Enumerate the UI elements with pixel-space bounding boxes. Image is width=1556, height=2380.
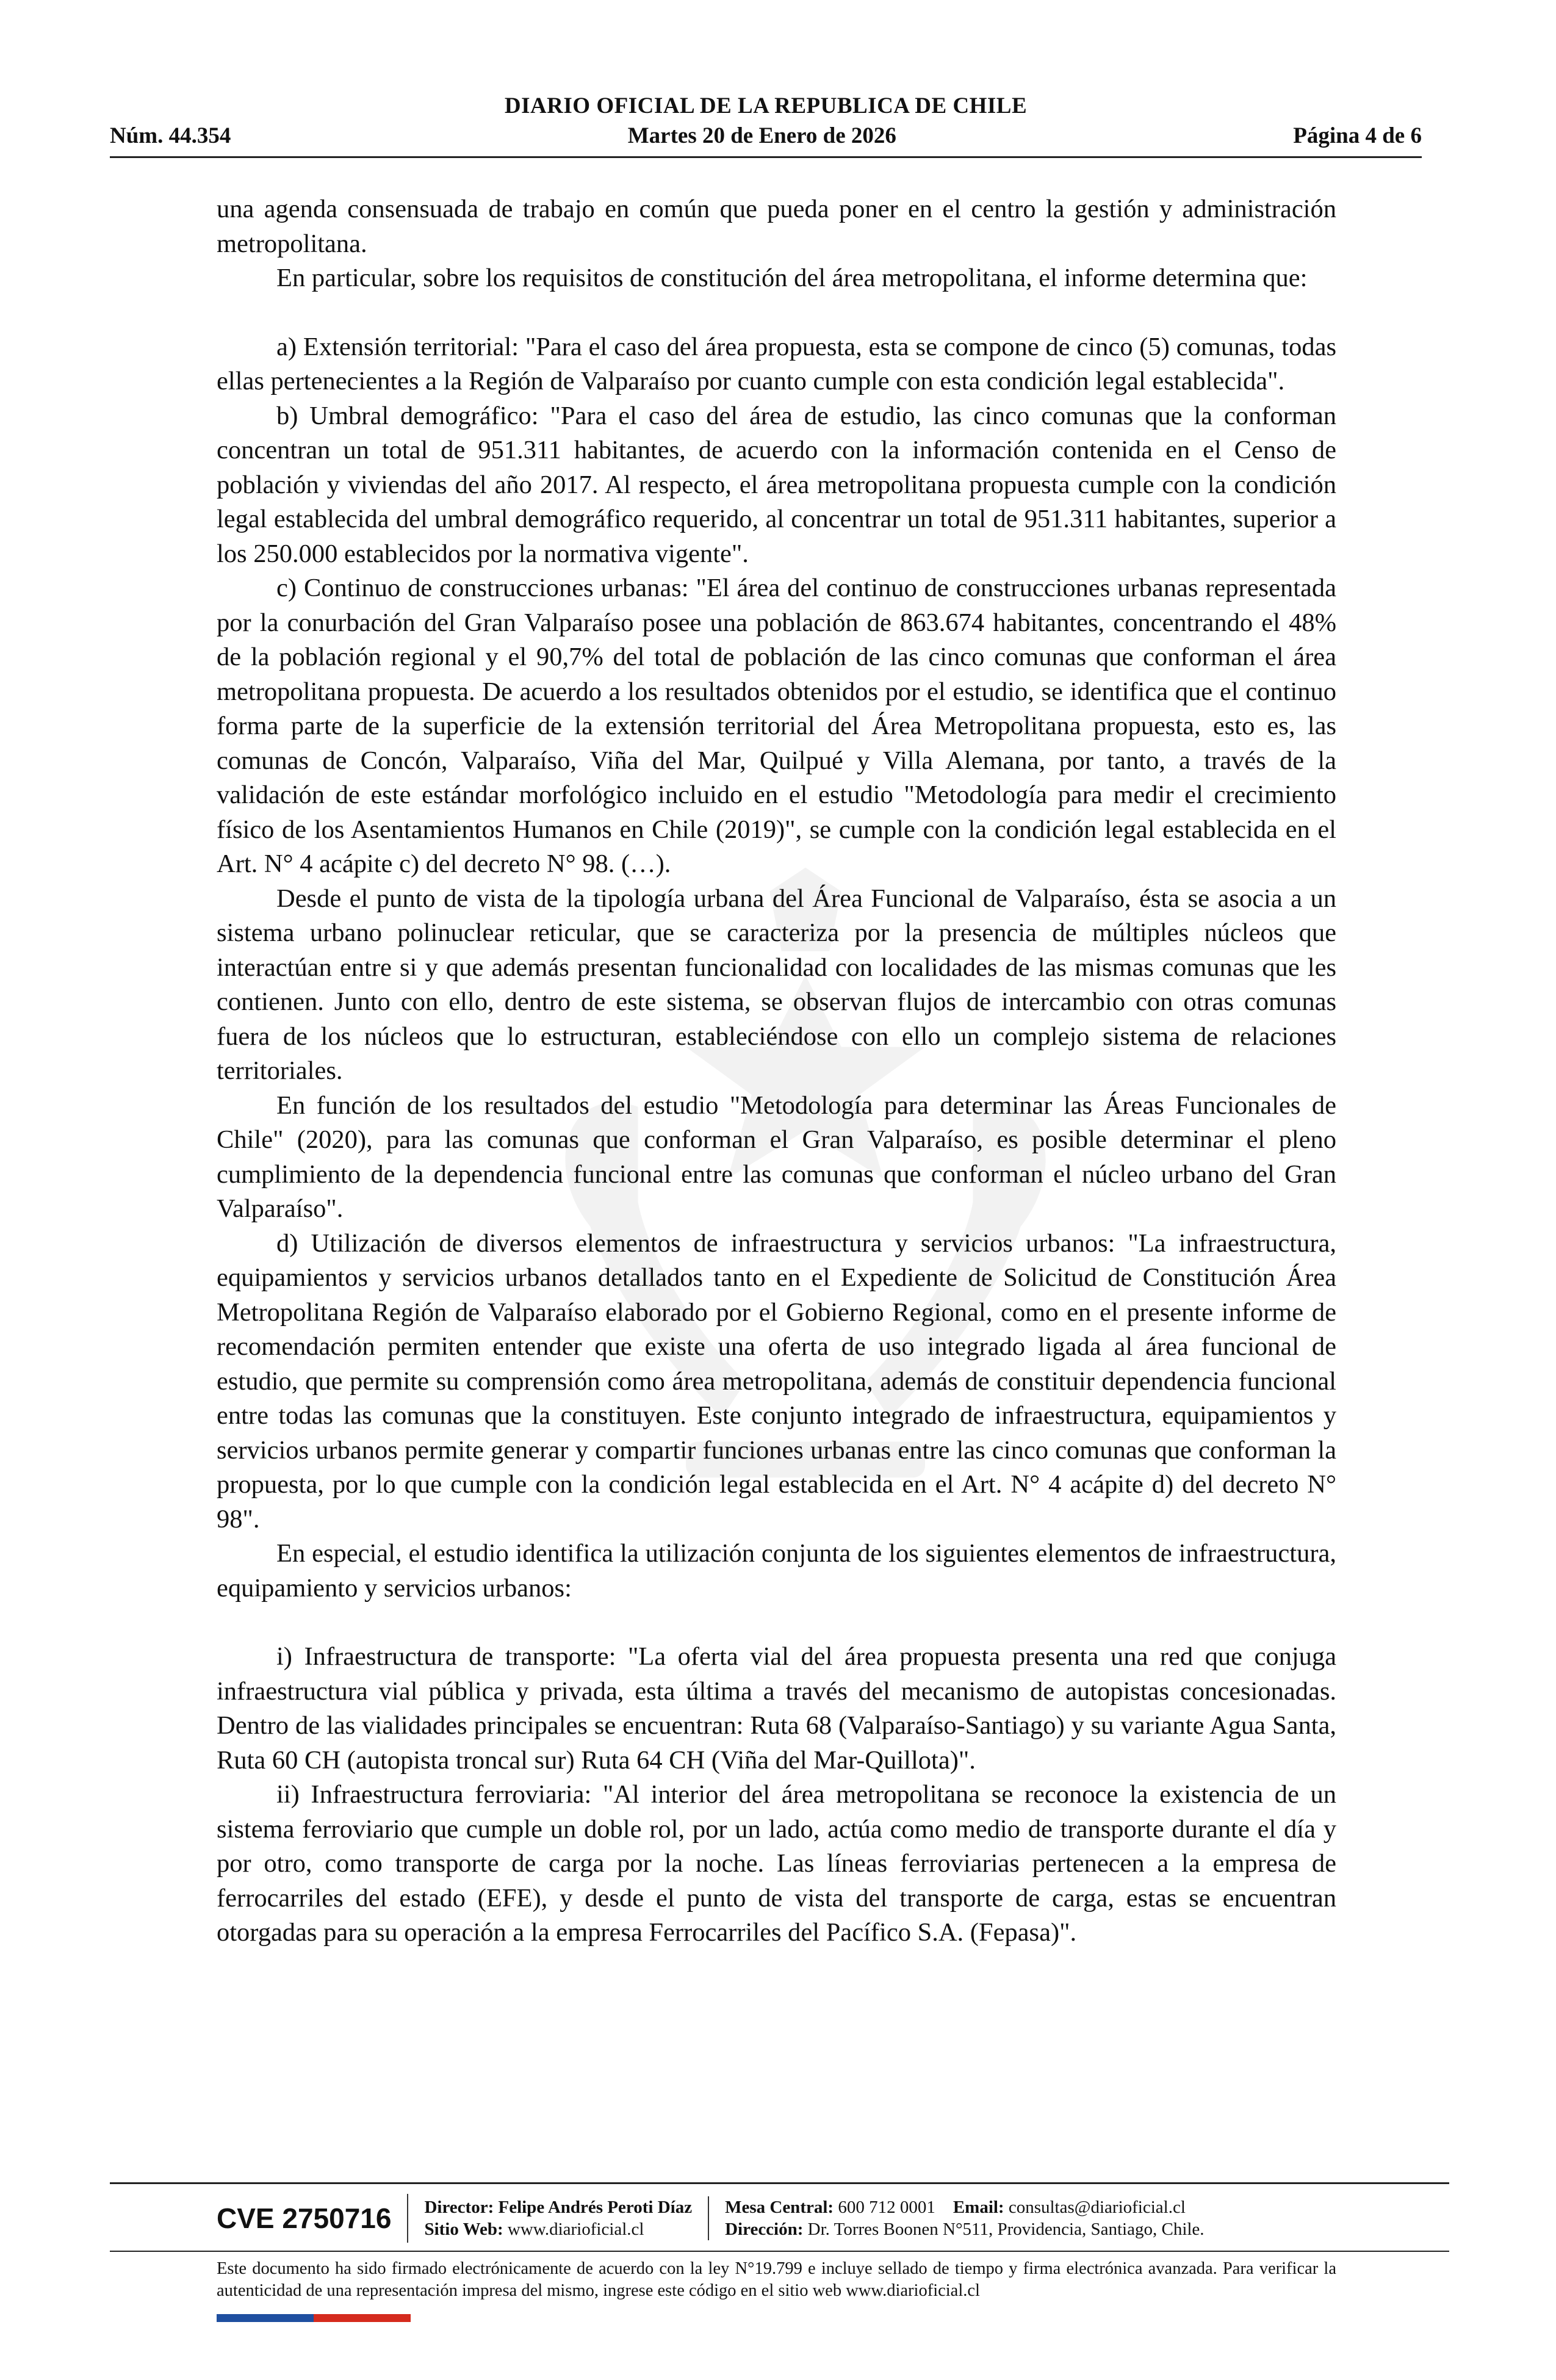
page-header <box>110 93 1422 149</box>
paragraph: a) Extensión territorial: "Para el caso del área propuesta, esta se compone de cinco (5) comunas, todas ellas pertenecientes a la Región de Valparaíso por cuanto cumple con esta condición legal establecida". <box>217 332 1336 395</box>
paragraph: En especial, el estudio identifica la utilización conjunta de los siguientes elementos de infraestructura, equipamiento y servicios urbanos: <box>217 1539 1336 1603</box>
paragraph: c) Continuo de construcciones urbanas: "El área del continuo de construcciones urbanas representada por la conurbación del Gran Valparaíso posee una población de 863.674 habitantes, concentrando el 48% de la población regional y el 90,7% del total de población de las cinco comunas que conforman el área metropolitana propuesta. De acuerdo a los resultados obtenidos por el estudio, se identifica que el continuo forma parte de la superficie de la extensión territorial del Área Metropolitana propuesta, esto es, las comunas de Concón, Valparaíso, Viña del Mar, Quilpué y Villa Alemana, por tanto, a través de la validación de este estándar morfológico incluido en el estudio "Metodología para medir el crecimiento físico de los Asentamientos Humanos en Chile (2019)", se cumple con la condición legal establecida en el Art. N° 4 acápite c) del decreto N° 98. (…). <box>217 574 1336 878</box>
paragraph: En función de los resultados del estudio "Metodología para determinar las Áreas Funcionales de Chile" (2020), para las comunas que conforman el Gran Valparaíso, es posible determinar el pleno cumplimiento de la dependencia funcional entre las comunas que conforman el núcleo urbano del Gran Valparaíso". <box>217 1091 1336 1223</box>
flag-blue-segment <box>217 2314 314 2322</box>
email-link[interactable]: consultas@diarioficial.cl <box>1008 2198 1186 2217</box>
header-meta-row <box>110 123 1422 149</box>
email-label: Email: <box>953 2198 1004 2217</box>
website-link[interactable]: www.diarioficial.cl <box>507 2220 644 2239</box>
issue-date: Martes 20 de Enero de 2026 <box>627 123 896 148</box>
legal-note: Este documento ha sido firmado electrónicamente de acuerdo con la ley N°19.799 e incluye sellado de tiempo y firma electrónica avanzada. Para verificar la autenticidad de una representación impresa del mismo, ingrese este código en el sitio web www.diarioficial.cl <box>217 2259 1336 2300</box>
paragraph: ii) Infraestructura ferroviaria: "Al interior del área metropolitana se reconoce la existencia de un sistema ferroviario que cumple un doble rol, por un lado, actúa como medio de transporte durante el día y por otro, como transporte de carga por la noche. Las líneas ferroviarias pertenecen a la empresa de ferrocarriles del estado (EFE), y desde el punto de vista del transporte de carga, estas se encuentran otorgadas para su operación a la empresa Ferrocarriles del Pacífico S.A. (Fepasa)". <box>217 1780 1336 1947</box>
page-number: Página 4 de 6 <box>1293 123 1422 148</box>
address-label: Dirección: <box>725 2220 804 2239</box>
issue-number: Núm. 44.354 <box>110 123 231 148</box>
paragraph: b) Umbral demográfico: "Para el caso del área de estudio, las cinco comunas que la conforman concentran un total de 951.311 habitantes, de acuerdo con la información contenida en el Censo de población y viviendas del año 2017. Al respecto, el área metropolitana propuesta cumple con la condición legal establecida del umbral demográfico requerido, al concentrar un total de 951.311 habitantes, superior a los 250.000 establecidos por la normativa vigente". <box>217 401 1336 568</box>
cve-code: CVE 2750716 <box>217 2194 408 2243</box>
header-divider <box>110 156 1422 158</box>
phone-number: 600 712 0001 <box>838 2198 935 2217</box>
footer-top-divider <box>110 2182 1449 2184</box>
paragraph: d) Utilización de diversos elementos de infraestructura y servicios urbanos: "La infraestructura, equipamientos y servicios urbanos detallados tanto en el Expediente de Solicitud de Constitución Área Metropolitana Región de Valparaíso elaborado por el Gobierno Regional, como en el presente informe de recomendación permiten entender que existe una oferta de uso integrado ligada al área funcional de estudio, que permite su comprensión como área metropolitana, además de constituir dependencia funcional entre todas las comunas que la constituyen. Este conjunto integrado de infraestructura, equipamientos y servicios urbanos permite generar y compartir funciones urbanas entre las cinco comunas que conforman la propuesta, por lo que cumple con la condición legal establecida en el Art. N° 4 acápite d) del decreto N° 98". <box>217 1228 1336 1534</box>
document-body <box>217 192 1336 1950</box>
director-name: Felipe Andrés Peroti Díaz <box>498 2198 693 2217</box>
footer-director-block <box>424 2196 709 2240</box>
flag-stripe <box>217 2314 411 2322</box>
paragraph: Desde el punto de vista de la tipología urbana del Área Funcional de Valparaíso, ésta se asocia a un sistema urbano polinuclear reticular, que se caracteriza por la presencia de múltiples núcleos que interactúan entre si y que además presentan funcionalidad con localidades de las mismas comunas que les contienen. Junto con ello, dentro de este sistema, se observan flujos de intercambio con otras comunas fuera de los núcleos que lo estructuran, estableciéndose con ello un complejo sistema de relaciones territoriales. <box>217 884 1336 1085</box>
paragraph: una agenda consensuada de trabajo en común que pueda poner en el centro la gestión y administración metropolitana. <box>217 195 1336 258</box>
footer-bottom-divider <box>110 2251 1449 2252</box>
phone-label: Mesa Central: <box>725 2198 834 2217</box>
address-value: Dr. Torres Boonen N°511, Providencia, Santiago, Chile. <box>807 2220 1205 2239</box>
flag-red-segment <box>314 2314 411 2322</box>
website-label: Sitio Web: <box>424 2220 503 2239</box>
page-footer <box>217 2191 1336 2246</box>
footer-contact-block <box>725 2196 1204 2240</box>
paragraph: i) Infraestructura de transporte: "La oferta vial del área propuesta presenta una red que conjuga infraestructura vial pública y privada, esta última a través del mecanismo de autopistas concesionadas. Dentro de las vialidades principales se encuentran: Ruta 68 (Valparaíso-Santiago) y su variante Agua Santa, Ruta 60 CH (autopista troncal sur) Ruta 64 CH (Viña del Mar-Quillota)". <box>217 1642 1336 1775</box>
publication-title: DIARIO OFICIAL DE LA REPUBLICA DE CHILE <box>504 93 1028 118</box>
director-label: Director: <box>424 2198 494 2217</box>
paragraph: En particular, sobre los requisitos de constitución del área metropolitana, el informe determina que: <box>276 264 1308 292</box>
